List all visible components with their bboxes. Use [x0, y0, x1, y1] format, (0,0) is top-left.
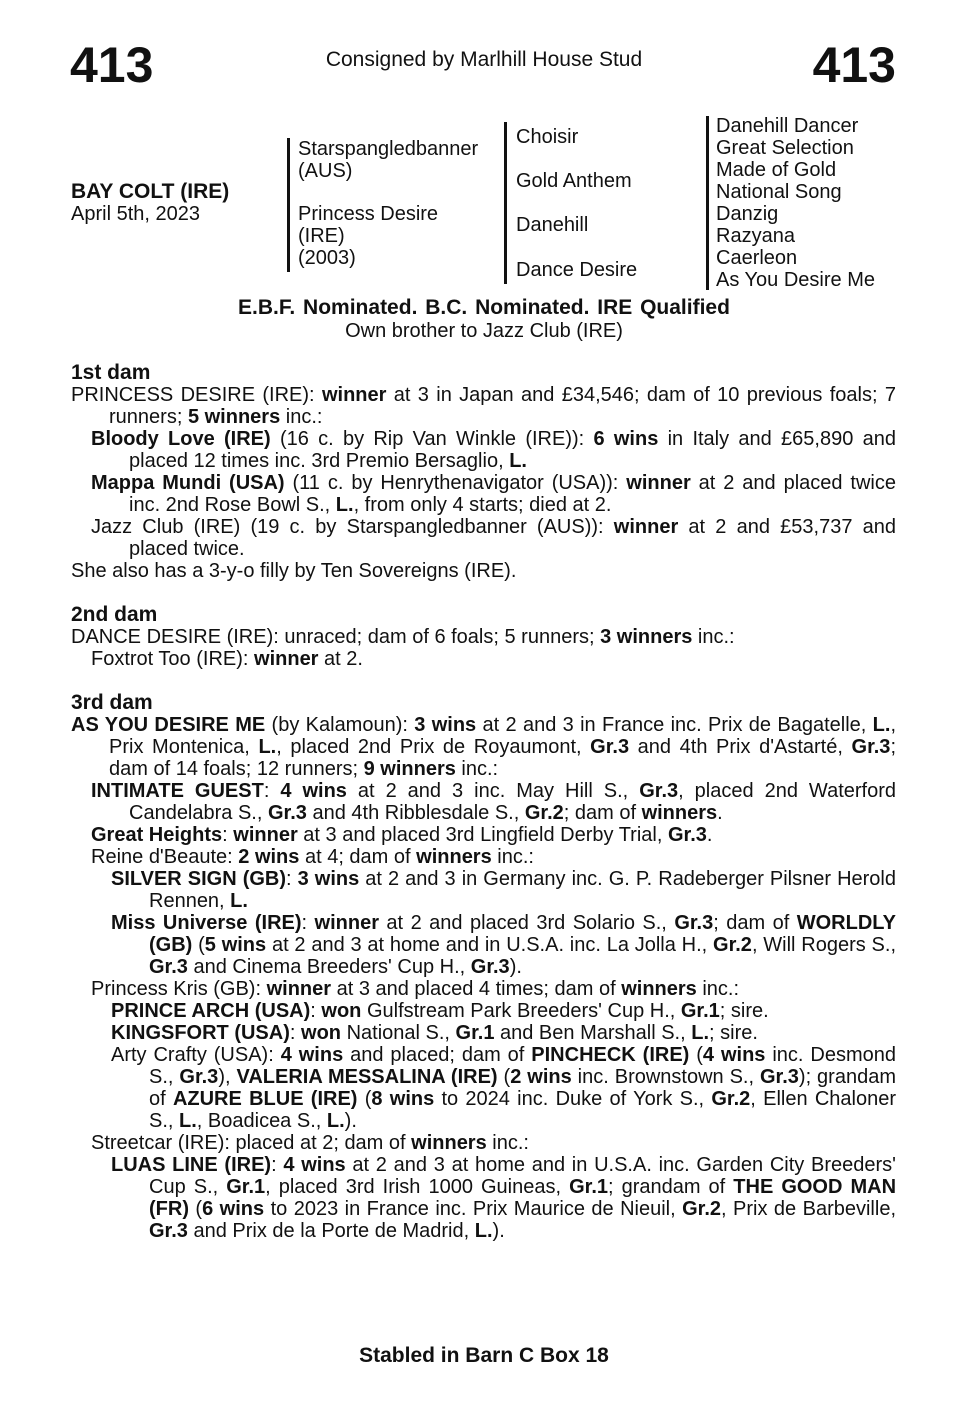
text-run: . — [706, 824, 713, 846]
text-run: , placed 3rd Irish 1000 Guineas, — [265, 1176, 570, 1198]
bold-text: 9 winners — [363, 758, 456, 780]
text-run: She also has a 3-y-o filly by Ten Sovereigns (IRE). — [71, 560, 517, 582]
pedigree-entry — [71, 516, 896, 560]
text-run: and Prix de la Porte de Madrid, — [187, 1220, 475, 1242]
bold-text: Gr.3 — [674, 912, 714, 934]
text-run: ; sire. — [719, 1000, 769, 1022]
text-run: inc.: — [696, 978, 740, 1000]
pedigree-entry — [71, 648, 896, 670]
section-heading: 1st dam — [71, 361, 151, 384]
text-run: inc.: — [280, 406, 323, 428]
pedigree-entry — [71, 1000, 896, 1022]
bold-text: 3 wins — [297, 868, 360, 890]
text-run: PRINCESS DESIRE (IRE): — [71, 384, 322, 406]
text-run: to 2024 inc. Duke of York S., — [434, 1088, 712, 1110]
text-run: and 4th Ribblesdale S., — [306, 802, 525, 824]
bold-text: Gr.3 — [149, 1220, 188, 1242]
text-run: and placed; dam of — [343, 1044, 532, 1066]
text-run: , Prix de Barbeville, — [721, 1198, 896, 1220]
pedigree-granddam-2: Dance Desire — [516, 259, 638, 281]
bold-text: L. — [326, 1110, 345, 1132]
text-run: inc. Brownstown S., — [571, 1066, 760, 1088]
text-run: Gulfstream Park Breeders' Cup H., — [361, 1000, 681, 1022]
bold-text: 6 wins — [593, 428, 659, 450]
section-heading: 3rd dam — [71, 691, 153, 714]
pedigree-great-grandparents — [716, 115, 875, 291]
bold-text: Miss Universe (IRE) — [111, 912, 302, 934]
pedigree-entry — [71, 868, 896, 912]
lot-number-left: 413 — [70, 37, 154, 93]
pedigree-entry — [71, 780, 896, 824]
bold-text: PINCHECK (IRE) — [531, 1044, 690, 1066]
text-run: DANCE DESIRE (IRE): unraced; dam of 6 foals; 5 runners; — [71, 626, 601, 648]
bold-text: AS YOU DESIRE ME — [71, 714, 266, 736]
bold-text: Gr.1 — [455, 1022, 495, 1044]
bold-text: 4 wins — [280, 780, 347, 802]
text-run: at 2 and 3 at home and in U.S.A. inc. Garden City Breeders' Cup S., — [149, 1154, 896, 1198]
text-run: : — [301, 912, 315, 934]
text-run: at 2 and 3 inc. May Hill S., — [346, 780, 640, 802]
bold-text: winners — [641, 802, 718, 824]
ggp-7: Caerleon — [716, 247, 798, 269]
text-run: Streetcar (IRE): placed at 2; dam of — [91, 1132, 412, 1154]
text-run: at 2 and placed twice inc. 2nd Rose Bowl S., — [129, 472, 896, 516]
text-run: ). — [492, 1220, 505, 1242]
foaling-date: April 5th, 2023 — [71, 203, 200, 225]
entries — [71, 626, 896, 670]
bold-text: Gr.3 — [470, 956, 510, 978]
text-run: ). — [344, 1110, 357, 1132]
text-run: (by Kalamoun): — [265, 714, 415, 736]
text-run: at 2 and 3 at home and in U.S.A. inc. La Jolla H., — [266, 934, 714, 956]
bold-text: winner — [233, 824, 298, 846]
text-run: at 4; dam of — [299, 846, 417, 868]
pedigree-entry — [71, 714, 896, 780]
bold-text: 4 wins — [702, 1044, 766, 1066]
bold-text: L. — [179, 1110, 197, 1132]
pedigree-entry — [71, 1022, 896, 1044]
bold-text: Gr.3 — [851, 736, 891, 758]
text-run: , Prix Montenica, — [109, 714, 896, 758]
pedigree-grandsire-2: Danehill — [516, 214, 589, 236]
bold-text: 8 wins — [371, 1088, 435, 1110]
bold-text: Gr.3 — [179, 1066, 219, 1088]
bold-text: won — [321, 1000, 362, 1022]
text-run: , placed 2nd Waterford Candelabra S., — [129, 780, 896, 824]
text-run: ; dam of — [563, 802, 642, 824]
text-run: inc. Desmond S., — [149, 1044, 897, 1088]
ggp-6: Razyana — [716, 225, 795, 247]
text-run: , placed 2nd Prix de Royaumont, — [276, 736, 591, 758]
stabled-location: Stabled in Barn C Box 18 — [359, 1344, 609, 1367]
horse-name: BAY COLT (IRE) — [71, 180, 230, 203]
bold-text: Gr.3 — [267, 802, 307, 824]
bold-text: THE GOOD MAN (FR) — [149, 1176, 897, 1220]
bold-text: Gr.2 — [524, 802, 564, 824]
dam-country: (IRE) — [298, 225, 345, 247]
text-run: at 2 and placed 3rd Solario S., — [378, 912, 675, 934]
text-run: , Boadicea S., — [196, 1110, 327, 1132]
text-run: . — [717, 802, 723, 824]
ggp-8: As You Desire Me — [716, 269, 875, 291]
text-run: ; grandam of — [608, 1176, 734, 1198]
bold-text: L. — [474, 1220, 493, 1242]
pedigree-dam — [298, 203, 438, 269]
text-run: ; dam of — [713, 912, 797, 934]
bold-text: winners — [621, 978, 697, 1000]
bold-text: winner — [314, 912, 379, 934]
bold-text: Great Heights — [91, 824, 223, 846]
bold-text: L. — [691, 1022, 710, 1044]
text-run: ); grandam of — [149, 1066, 896, 1110]
nominations: E.B.F. Nominated. B.C. Nominated. IRE Qualified — [238, 296, 730, 319]
pedigree-granddam-1: Gold Anthem — [516, 170, 632, 192]
dam-year: (2003) — [298, 247, 356, 269]
text-run: ; sire. — [709, 1022, 758, 1044]
bold-text: LUAS LINE (IRE) — [111, 1154, 272, 1176]
pedigree-entry — [71, 1044, 896, 1132]
text-run: : — [310, 1000, 322, 1022]
bold-text: 6 wins — [202, 1198, 265, 1220]
text-run: : — [222, 824, 234, 846]
text-run: : — [263, 780, 281, 802]
bold-text: winner — [626, 472, 691, 494]
bold-text: 5 winners — [187, 406, 281, 428]
pedigree-entry — [71, 1154, 896, 1242]
third-dam-section — [71, 692, 896, 1242]
text-run: at 2 and 3 in Germany inc. G. P. Radeberger Pilsner Herold Rennen, — [149, 868, 896, 912]
text-run: at 2 and £53,737 and placed twice. — [129, 516, 896, 560]
bold-text: winner — [613, 516, 679, 538]
text-run: , from only 4 starts; died at 2. — [353, 494, 612, 516]
text-run: at 3 and placed 4 times; dam of — [331, 978, 622, 1000]
bold-text: Bloody Love (IRE) — [91, 428, 271, 450]
ggp-1: Danehill Dancer — [716, 115, 859, 137]
pedigree-entry — [71, 560, 896, 582]
section-heading: 2nd dam — [71, 603, 158, 626]
bold-text: 4 wins — [283, 1154, 346, 1176]
ggp-4: National Song — [716, 181, 842, 203]
text-run: ), — [218, 1066, 237, 1088]
bold-text: Gr.2 — [711, 1088, 751, 1110]
text-run: Foxtrot Too (IRE): — [91, 648, 255, 670]
ggp-3: Made of Gold — [716, 159, 837, 181]
pedigree-entry — [71, 846, 896, 868]
bold-text: Mappa Mundi (USA) — [91, 472, 285, 494]
bold-text: 2 wins — [510, 1066, 572, 1088]
text-run: and Cinema Breeders' Cup H., — [187, 956, 471, 978]
text-run: at 3 and placed 3rd Lingfield Derby Trial, — [297, 824, 668, 846]
bold-text: winners — [411, 1132, 487, 1154]
text-run: at 3 in Japan and £34,546; dam of 10 previous foals; 7 runners; — [109, 384, 896, 428]
text-run: inc.: — [491, 846, 534, 868]
text-run: ( — [497, 1066, 511, 1088]
text-run: inc.: — [486, 1132, 529, 1154]
bold-text: winner — [321, 384, 387, 406]
bold-text: winners — [416, 846, 492, 868]
bold-text: 2 wins — [238, 846, 300, 868]
bold-text: Gr.1 — [680, 1000, 720, 1022]
text-run: and 4th Prix d'Astarté, — [629, 736, 852, 758]
bold-text: won — [301, 1022, 342, 1044]
text-run: inc.: — [692, 626, 735, 648]
bold-text: winner — [266, 978, 332, 1000]
bold-text: Gr.1 — [569, 1176, 608, 1198]
text-run: National S., — [341, 1022, 456, 1044]
text-run: ( — [188, 1198, 203, 1220]
bold-text: Gr.3 — [149, 956, 188, 978]
text-run: Arty Crafty (USA): — [111, 1044, 281, 1066]
text-run: in Italy and £65,890 and placed 12 times inc. 3rd Premio Bersaglio, — [129, 428, 896, 472]
pedigree-sire — [298, 138, 478, 182]
bold-text: INTIMATE GUEST — [91, 780, 264, 802]
text-run: Reine d'Beaute: — [91, 846, 239, 868]
bold-text: Gr.3 — [667, 824, 707, 846]
sire-country: (AUS) — [298, 160, 353, 182]
bold-text: Gr.1 — [226, 1176, 266, 1198]
text-run: at 2 and 3 in France inc. Prix de Bagatelle, — [476, 714, 873, 736]
text-run: ; dam of 14 foals; 12 runners; — [109, 736, 896, 780]
bold-text: WORLDLY (GB) — [149, 912, 896, 956]
text-run: , Ellen Chaloner S., — [149, 1088, 896, 1132]
bold-text: AZURE BLUE (IRE) — [172, 1088, 358, 1110]
bold-text: Gr.3 — [590, 736, 630, 758]
ggp-5: Danzig — [716, 203, 779, 225]
text-run: : — [289, 1022, 302, 1044]
bold-text: Gr.2 — [682, 1198, 722, 1220]
bold-text: 5 wins — [204, 934, 267, 956]
first-dam-section — [71, 362, 896, 582]
pedigree-entry — [71, 626, 896, 648]
pedigree-entry — [71, 472, 896, 516]
lot-number-right: 413 — [812, 37, 896, 93]
bold-text: VALERIA MESSALINA (IRE) — [236, 1066, 498, 1088]
bold-text: PRINCE ARCH (USA) — [111, 1000, 311, 1022]
text-run: (16 c. by Rip Van Winkle (IRE)): — [270, 428, 594, 450]
text-run: ( — [192, 934, 205, 956]
bold-text: 4 wins — [280, 1044, 344, 1066]
entries — [71, 714, 896, 1242]
horse-info — [71, 180, 229, 226]
consignor: Consigned by Marlhill House Stud — [325, 48, 643, 71]
bold-text: winner — [254, 648, 319, 670]
text-run: to 2023 in France inc. Prix Maurice de Nieuil, — [264, 1198, 683, 1220]
pedigree-entry — [71, 428, 896, 472]
text-run: : — [271, 1154, 284, 1176]
text-run: ( — [357, 1088, 372, 1110]
bold-text: KINGSFORT (USA) — [111, 1022, 290, 1044]
sire-name: Starspangledbanner — [298, 138, 479, 160]
text-run: at 2. — [318, 648, 363, 670]
pedigree-bar-1 — [287, 138, 290, 272]
ggp-2: Great Selection — [716, 137, 854, 159]
bold-text: L. — [230, 890, 248, 912]
entries — [71, 384, 896, 582]
text-run: : — [286, 868, 298, 890]
pedigree-entry — [71, 978, 896, 1000]
pedigree-grandsire-1: Choisir — [516, 126, 579, 148]
text-run: (11 c. by Henrythenavigator (USA)): — [284, 472, 627, 494]
own-brother-note: Own brother to Jazz Club (IRE) — [345, 320, 623, 342]
dam-name: Princess Desire — [298, 203, 439, 225]
pedigree-bar-2 — [504, 122, 507, 284]
text-run: ). — [509, 956, 522, 978]
second-dam-section — [71, 604, 896, 670]
bold-text: SILVER SIGN (GB) — [111, 868, 287, 890]
text-run: and Ben Marshall S., — [494, 1022, 692, 1044]
bold-text: L. — [335, 494, 354, 516]
bold-text: L. — [872, 714, 891, 736]
pedigree-entry — [71, 824, 896, 846]
text-run: ( — [689, 1044, 703, 1066]
bold-text: L. — [258, 736, 277, 758]
text-run: , Will Rogers S., — [751, 934, 896, 956]
bold-text: Gr.3 — [639, 780, 679, 802]
pedigree-entry — [71, 384, 896, 428]
bold-text: Gr.3 — [759, 1066, 799, 1088]
bold-text: Gr.2 — [713, 934, 752, 956]
text-run: inc.: — [455, 758, 499, 780]
bold-text: L. — [509, 450, 527, 472]
pedigree-entry — [71, 912, 896, 978]
text-run: Princess Kris (GB): — [91, 978, 267, 1000]
pedigree-entry — [71, 1132, 896, 1154]
bold-text: 3 wins — [414, 714, 477, 736]
text-run: Jazz Club (IRE) (19 c. by Starspangledbanner (AUS)): — [91, 516, 614, 538]
pedigree-bar-3 — [706, 116, 709, 290]
bold-text: 3 winners — [600, 626, 693, 648]
